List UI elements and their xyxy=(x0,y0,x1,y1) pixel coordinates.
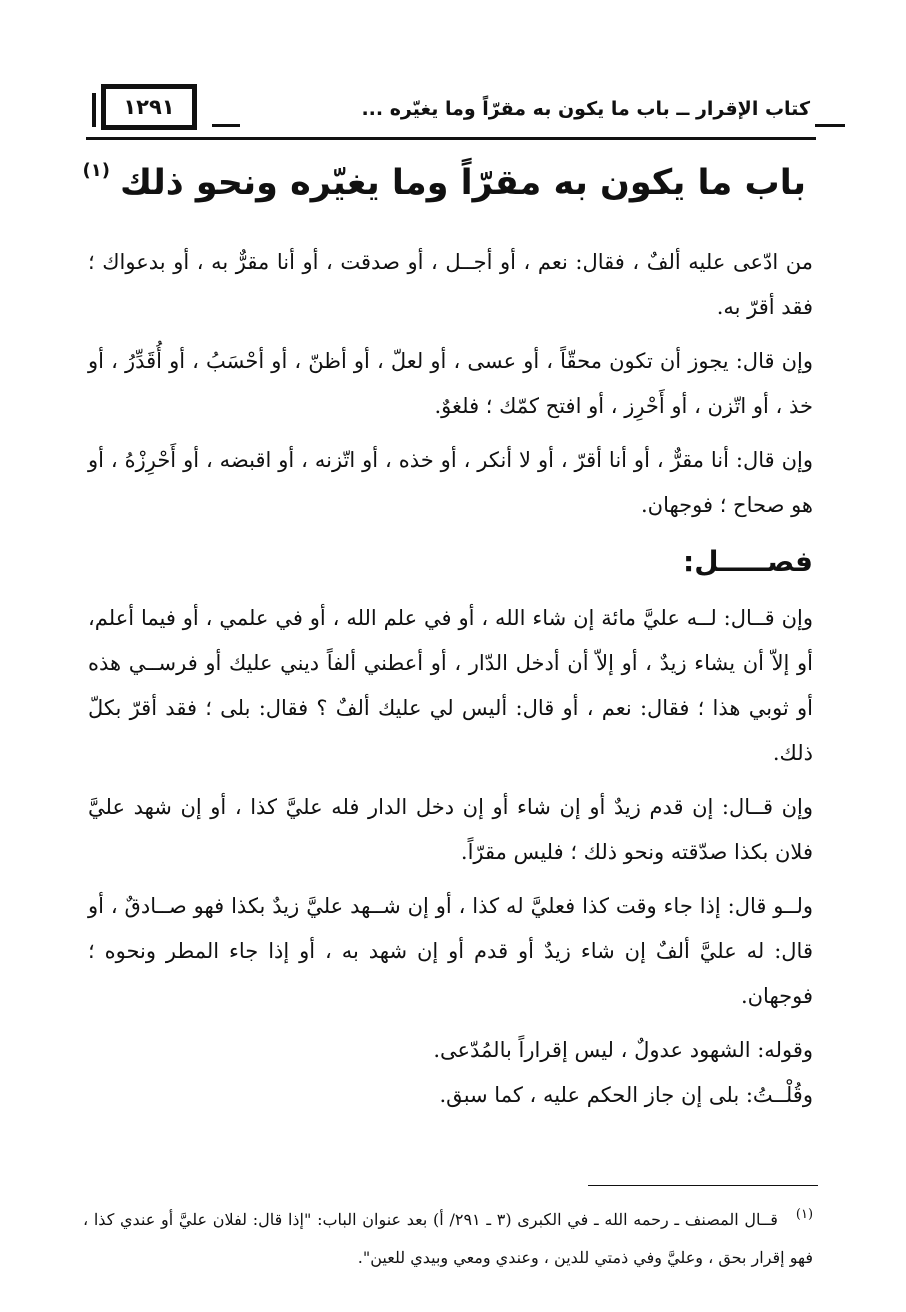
running-header-title: كتاب الإقرار ــ باب ما يكون به مقرّاً وما يغيّره ... xyxy=(361,98,810,120)
header-rule xyxy=(86,137,816,140)
chapter-footnote-ref: (١) xyxy=(82,160,110,181)
footnote-separator xyxy=(588,1185,818,1186)
footnote-text: قــال المصنف ـ رحمه الله ـ في الكبرى (٣ ـ ٢٩١/ أ) بعد عنوان الباب: "إذا قال: لفلان عليَّ أو عندي كذا ، فهو إقرار بحق ، وعليَّ وفي ذمتي للدين ، وعندي ومعي وبيدي للعين". xyxy=(83,1210,813,1267)
paragraph: من ادّعى عليه ألفٌ ، فقال: نعم ، أو أجــل ، أو صدقت ، أو أنا مقرٌّ به ، أو بدعواك ؛ فقد أقرّ به. xyxy=(88,250,813,319)
paragraph: وقُلْــتُ: بلى إن جاز الحكم عليه ، كما سبق. xyxy=(439,1083,813,1107)
header-dash xyxy=(815,124,845,127)
footnote-mark: (١) xyxy=(795,1207,814,1222)
footnotes xyxy=(83,1196,813,1277)
paragraph: ولــو قال: إذا جاء وقت كذا فعليَّ له كذا ، أو إن شــهد عليَّ زيدٌ بكذا فهو صــادقٌ ، أو قال: له عليَّ ألفٌ إن شاء زيدٌ أو قدم أو إن شهد به ، أو إذا جاء المطر ونحوه ؛ فوجهان. xyxy=(88,894,813,1008)
section-heading: فصـــــل: xyxy=(683,545,813,578)
paragraph: وإن قال: يجوز أن تكون محقّاً ، أو عسى ، أو لعلّ ، أو أظنّ ، أو أحْسَبُ ، أو أُقَدِّرُ ، أو خذ ، أو اتّزن ، أو أَحْرِز ، أو افتح كمّك ؛ فلغوٌ. xyxy=(88,349,813,418)
header-dash xyxy=(212,124,240,127)
main-text xyxy=(88,240,813,1127)
page-number: ١٢٩١ xyxy=(101,84,197,130)
chapter-title xyxy=(82,160,806,203)
chapter-title-text: باب ما يكون به مقرّاً وما يغيّره ونحو ذلك xyxy=(119,163,806,203)
paragraph: وإن قال: أنا مقرٌّ ، أو أنا أقرّ ، أو لا أنكر ، أو خذه ، أو اتّزنه ، أو اقبضه ، أو أَحْرِزْهُ ، أو هو صحاح ؛ فوجهان. xyxy=(88,448,813,517)
paragraph: وقوله: الشهود عدولٌ ، ليس إقراراً بالمُدّعى. xyxy=(433,1038,813,1062)
paragraph: وإن قــال: إن قدم زيدٌ أو إن شاء أو إن دخل الدار فله عليَّ كذا ، أو إن شهد عليَّ فلان بكذا صدّقته ونحو ذلك ؛ فليس مقرّاً. xyxy=(88,795,813,864)
paragraph: وإن قــال: لــه عليَّ مائة إن شاء الله ، أو في علم الله ، أو في علمي ، أو فيما أعلم، أو إلاّ أن يشاء زيدٌ ، أو إلاّ أن أدخل الدّار ، أو أعطني ألفاً ديني عليك أو فرســي هذه أو ثوبي هذا ؛ فقال: نعم ، أو قال: أليس لي عليك ألفٌ ؟ فقال: بلى ؛ فقد أقرّ بكلّ ذلك. xyxy=(88,606,813,765)
footnote xyxy=(83,1196,813,1277)
